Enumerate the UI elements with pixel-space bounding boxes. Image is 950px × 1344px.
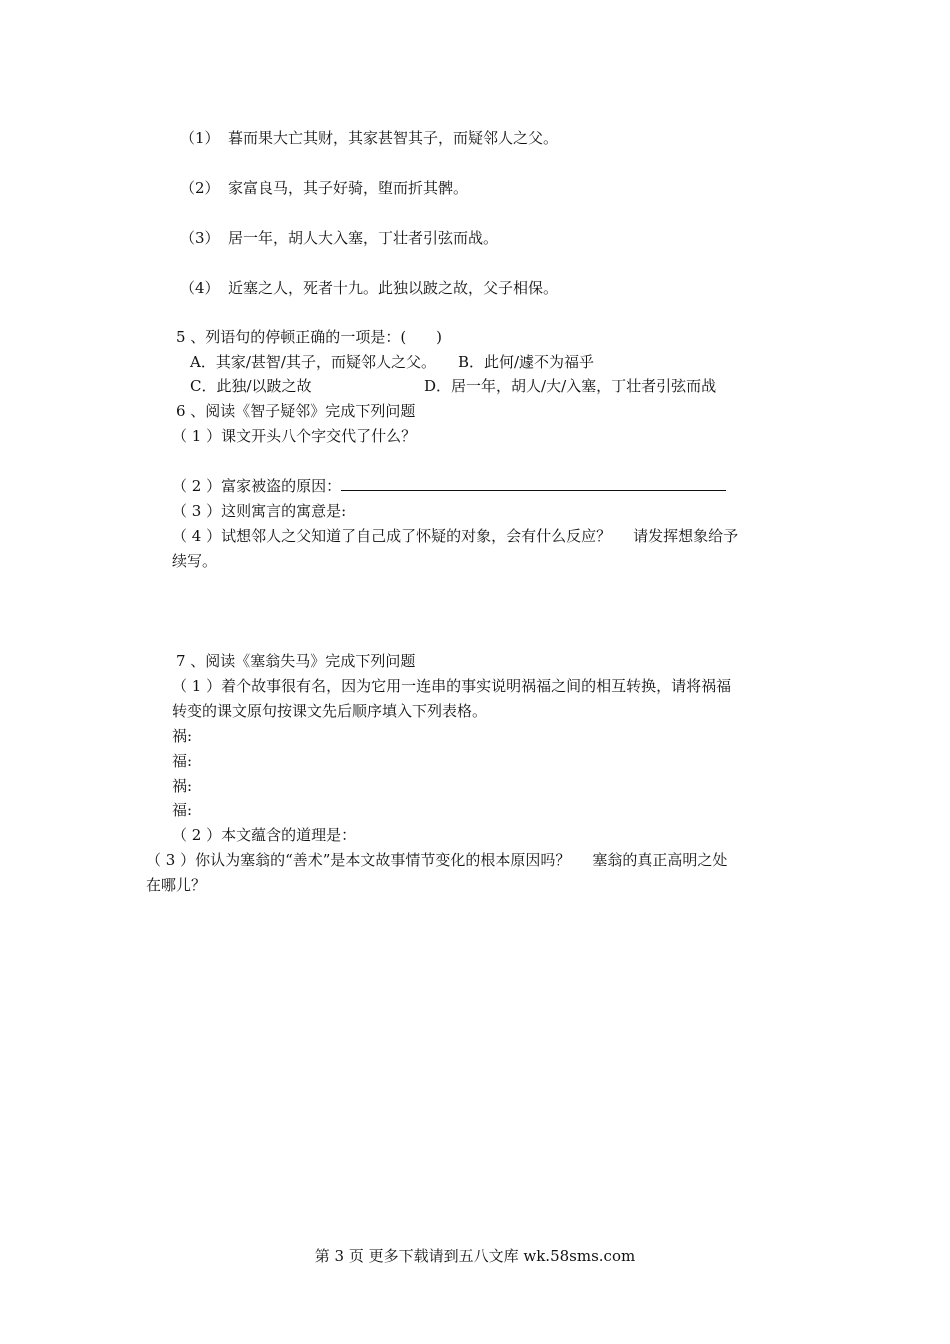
q6-sub4-prompt: 请发挥想象给予 (633, 527, 739, 545)
q7-sub2: （ 2 ）本文蕴含的道理是： (172, 826, 357, 844)
sentence-4 (180, 278, 558, 298)
sentence-2-text: 家富良马，其子好骑，堕而折其髀。 (228, 179, 469, 197)
page-footer: 第 3 页 更多下载请到五八文库 wk.58sms.com (314, 1247, 636, 1265)
sentence-3-number: （3） (180, 229, 220, 247)
sentence-3 (180, 228, 498, 248)
q5-option-d: D．居一年，胡人/大/入塞，丁壮者引弦而战 (424, 377, 717, 395)
q7-sub1-continuation: 转变的课文原句按课文先后顺序填入下列表格。 (172, 702, 488, 720)
q7-row-3: 祸: (172, 777, 193, 795)
q6-sub4-text: （ 4 ）试想邻人之父知道了自己成了怀疑的对象，会有什么反应？ (172, 527, 612, 545)
sentence-4-text: 近塞之人，死者十九。此独以跛之故，父子相保。 (228, 279, 559, 297)
q5-option-b: B．此何/遽不为福乎 (457, 353, 595, 371)
q7-title: 7 、阅读《塞翁失马》完成下列问题 (176, 652, 416, 670)
q7-sub3 (146, 850, 727, 870)
q7-row-2: 福: (172, 752, 193, 770)
q5-stem: 5 、列语句的停顿正确的一项是：( ) (176, 328, 443, 346)
q6-sub2-answer-line (341, 476, 726, 491)
q6-sub3: （ 3 ）这则寓言的寓意是: (172, 502, 347, 520)
sentence-1 (180, 128, 558, 148)
q6-sub1: （ 1 ）课文开头八个字交代了什么？ (172, 427, 417, 445)
q7-sub3-text: （ 3 ）你认为塞翁的“善术”是本文故事情节变化的根本原因吗？ (146, 851, 571, 869)
q7-row-1: 祸: (172, 727, 193, 745)
sentence-2-number: （2） (180, 179, 220, 197)
sentence-4-number: （4） (180, 279, 220, 297)
q7-row-4: 福: (172, 801, 193, 819)
sentence-1-text: 暮而果大亡其财，其家甚智其子，而疑邻人之父。 (228, 129, 559, 147)
q5-option-c: C．此独/以跛之故 (190, 377, 312, 395)
q6-sub2-label: （ 2 ）富家被盗的原因： (172, 477, 342, 495)
q5-option-a: A．其家/甚智/其子，而疑邻人之父。 (190, 353, 436, 371)
q7-sub1: （ 1 ）着个故事很有名，因为它用一连串的事实说明祸福之间的相互转换，请将祸福 (172, 677, 732, 695)
sentence-1-number: （1） (180, 129, 220, 147)
sentence-3-text: 居一年，胡人大入塞，丁壮者引弦而战。 (228, 229, 499, 247)
q7-sub3-continuation: 在哪儿？ (146, 876, 207, 894)
q6-title: 6 、阅读《智子疑邻》完成下列问题 (176, 402, 416, 420)
q6-sub2 (172, 476, 726, 496)
q6-sub4-continuation: 续写。 (172, 552, 218, 570)
q5-options-ab (190, 352, 594, 372)
sentence-2 (180, 178, 468, 198)
q7-sub3-prompt: 塞翁的真正高明之处 (592, 851, 728, 869)
q6-sub4 (172, 526, 738, 546)
